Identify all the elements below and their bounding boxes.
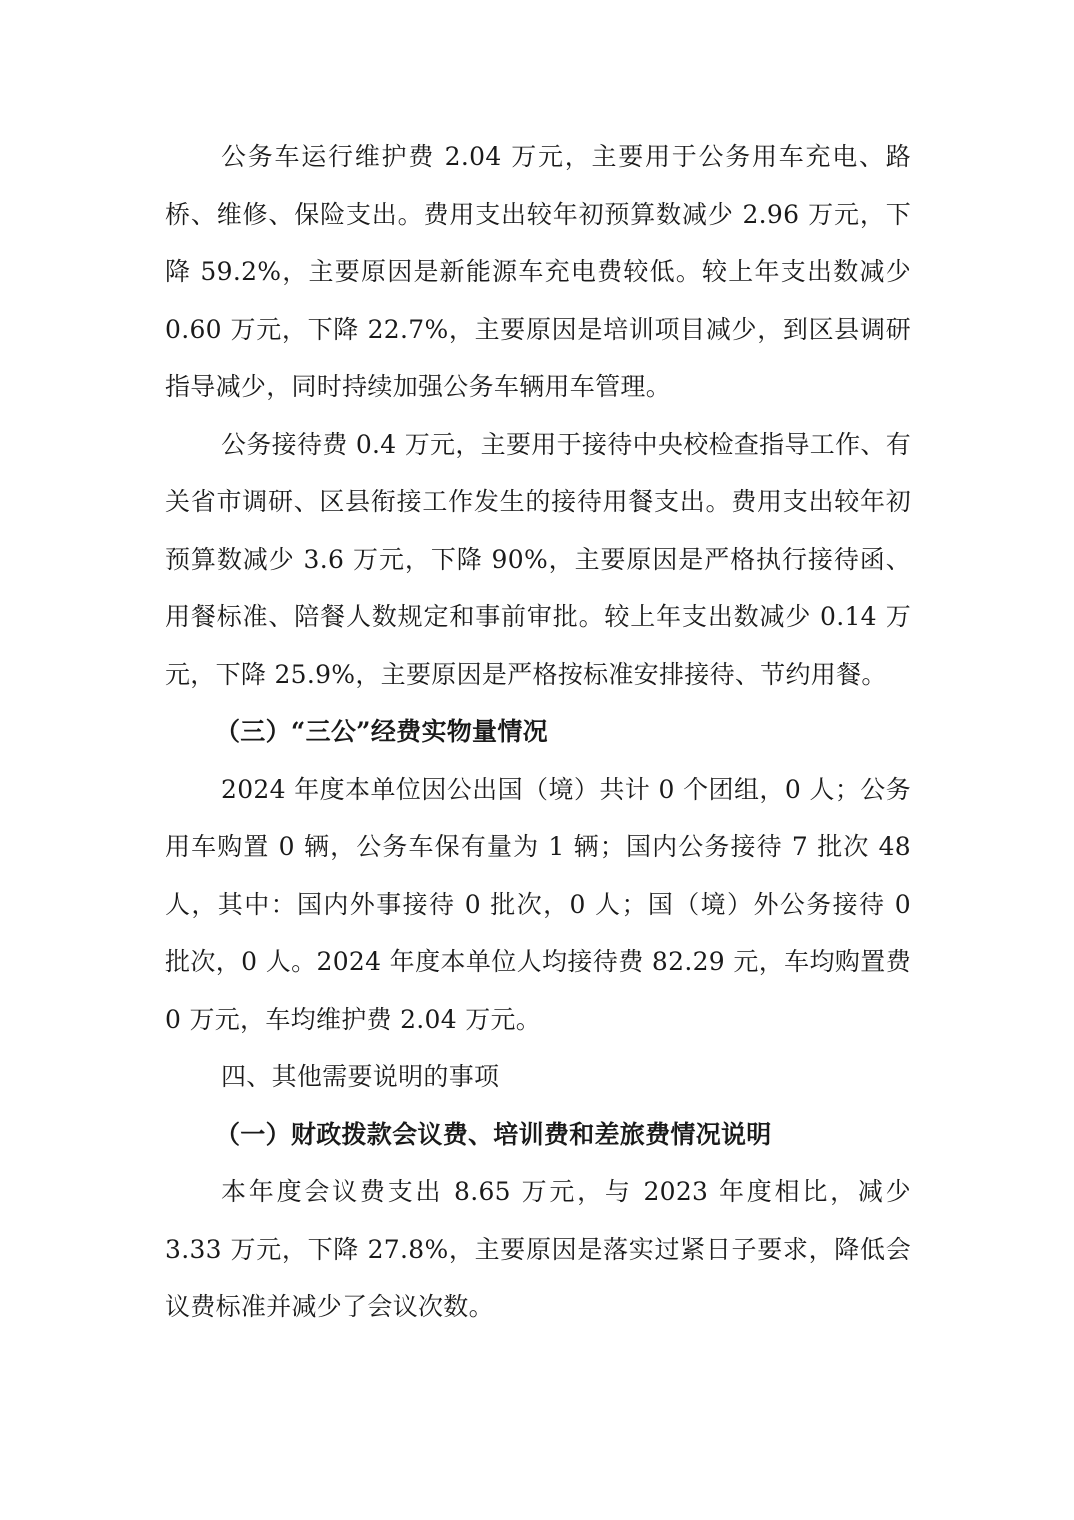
paragraph-vehicle-maintenance: 公务车运行维护费 2.04 万元，主要用于公务用车充电、路桥、维修、保险支出。费用支出较年初预算数减少 2.96 万元，下降 59.2%，主要原因是新能源车充电费较低。较上年支出数减少 0.60 万元，下降 22.7%，主要原因是培训项目减少，到区县调研指导减少，同时持续加强公务车辆用车管理。: [165, 142, 911, 401]
paragraph-meeting-expense: 本年度会议费支出 8.65 万元，与 2023 年度相比，减少 3.33 万元，下降 27.8%，主要原因是落实过紧日子要求，降低会议费标准并减少了会议次数。: [165, 1177, 911, 1321]
paragraph-physical-quantity: 2024 年度本单位因公出国（境）共计 0 个团组，0 人；公务用车购置 0 辆，公务车保有量为 1 辆；国内公务接待 7 批次 48 人，其中：国内外事接待 0 批次，0 人；国（境）外公务接待 0 批次，0 人。2024 年度本单位人均接待费 82.29 元，车均购置费 0 万元，车均维护费 2.04 万元。: [165, 774, 911, 1034]
paragraph-reception-expense: 公务接待费 0.4 万元，主要用于接待中央校检查指导工作、有关省市调研、区县衔接工作发生的接待用餐支出。费用支出较年初预算数减少 3.6 万元，下降 90%，主要原因是严格执行接待函、用餐标准、陪餐人数规定和事前审批。较上年支出数减少 0.14 万元，下降 25.9%，主要原因是严格按标准安排接待、节约用餐。: [165, 429, 911, 689]
document-body: [165, 128, 911, 1336]
heading-three-public-physical: （三）“三公”经费实物量情况: [215, 717, 548, 746]
heading-meeting-training-travel: （一）财政拨款会议费、培训费和差旅费情况说明: [215, 1119, 772, 1149]
heading-section-four: 四、其他需要说明的事项: [221, 1062, 500, 1091]
